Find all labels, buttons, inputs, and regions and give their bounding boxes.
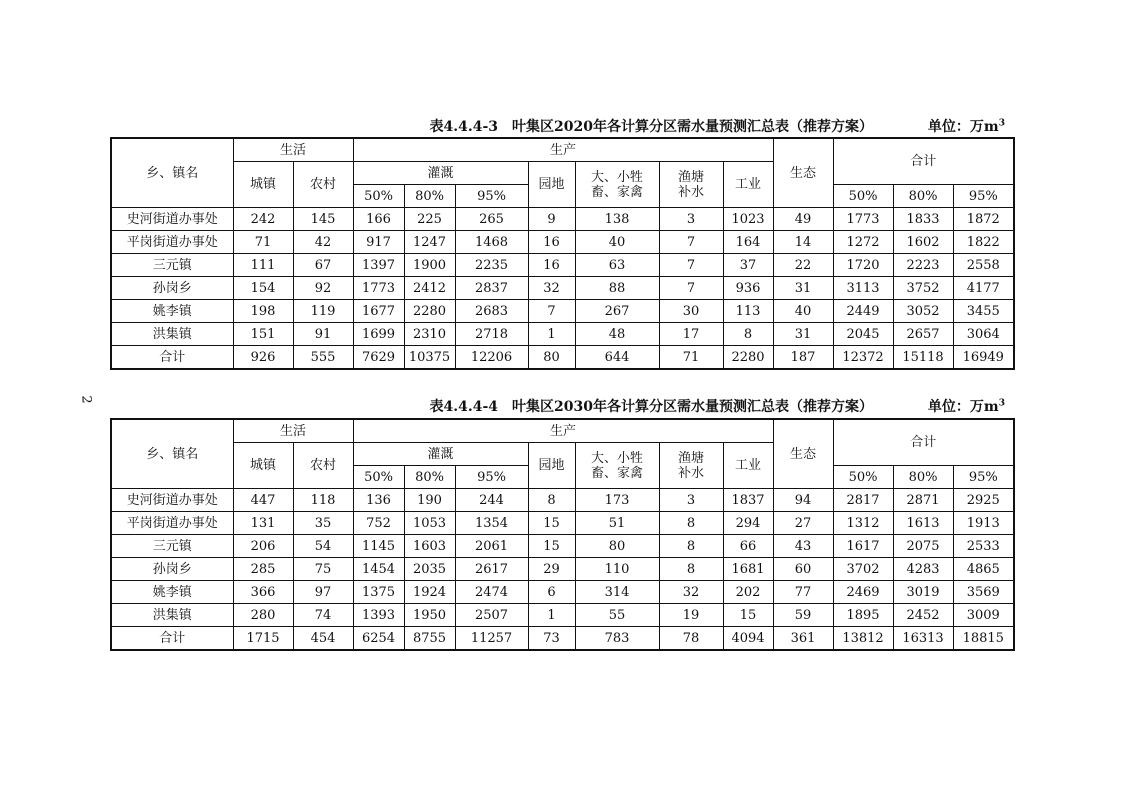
cell-total-95: 3455 (953, 300, 1014, 323)
cell-total-95: 2558 (953, 254, 1014, 277)
cell-irr-80: 225 (404, 208, 455, 231)
cell-garden: 1 (528, 323, 575, 346)
cell-livestock: 644 (575, 346, 659, 370)
cell-livestock: 88 (575, 277, 659, 300)
cell-irr-95: 2474 (455, 581, 528, 604)
cell-total-80: 1613 (893, 512, 953, 535)
table-caption (110, 114, 1013, 136)
unit-prefix: 单位：万m (927, 119, 999, 135)
cell-garden: 8 (528, 489, 575, 512)
cell-total-50: 1773 (833, 208, 893, 231)
table-row (111, 581, 1014, 604)
cell-total-80: 2871 (893, 489, 953, 512)
header-fishpond: 渔塘 补水 (659, 443, 723, 489)
cell-livestock: 267 (575, 300, 659, 323)
header-irrigation-95: 95% (455, 185, 528, 208)
cell-irr-80: 1603 (404, 535, 455, 558)
cell-township: 平岗街道办事处 (111, 512, 233, 535)
header-total-95: 95% (953, 466, 1014, 489)
cell-township: 合计 (111, 346, 233, 370)
cell-irr-50: 1699 (353, 323, 404, 346)
cell-urban: 154 (233, 277, 293, 300)
header-irrigation-50: 50% (353, 466, 404, 489)
cell-fishpond: 71 (659, 346, 723, 370)
cell-livestock: 314 (575, 581, 659, 604)
cell-urban: 1715 (233, 627, 293, 651)
cell-garden: 16 (528, 231, 575, 254)
cell-total-95: 18815 (953, 627, 1014, 651)
cell-fishpond: 8 (659, 512, 723, 535)
cell-irr-80: 2310 (404, 323, 455, 346)
cell-township: 平岗街道办事处 (111, 231, 233, 254)
cell-ecology: 60 (773, 558, 833, 581)
cell-garden: 9 (528, 208, 575, 231)
cell-urban: 285 (233, 558, 293, 581)
cell-rural: 54 (293, 535, 353, 558)
cell-irr-95: 1468 (455, 231, 528, 254)
cell-livestock: 110 (575, 558, 659, 581)
cell-total-50: 3113 (833, 277, 893, 300)
cell-irr-50: 136 (353, 489, 404, 512)
cell-ecology: 31 (773, 277, 833, 300)
cell-total-50: 1617 (833, 535, 893, 558)
cell-irr-95: 2507 (455, 604, 528, 627)
cell-irr-95: 2718 (455, 323, 528, 346)
cell-irr-50: 1454 (353, 558, 404, 581)
cell-rural: 454 (293, 627, 353, 651)
header-garden: 园地 (528, 443, 575, 489)
cell-fishpond: 30 (659, 300, 723, 323)
water-demand-table (110, 418, 1015, 651)
cell-irr-80: 8755 (404, 627, 455, 651)
cell-total-80: 2452 (893, 604, 953, 627)
table-title: 表4.4.4-3 叶集区2020年各计算分区需水量预测汇总表（推荐方案） (429, 119, 873, 135)
header-production: 生产 (353, 138, 773, 162)
cell-livestock: 55 (575, 604, 659, 627)
cell-urban: 111 (233, 254, 293, 277)
water-demand-table (110, 137, 1015, 370)
cell-industry: 66 (723, 535, 773, 558)
cell-rural: 118 (293, 489, 353, 512)
header-irrigation-95: 95% (455, 466, 528, 489)
table-row (111, 627, 1014, 651)
header-rural: 农村 (293, 443, 353, 489)
cell-industry: 1681 (723, 558, 773, 581)
cell-industry: 4094 (723, 627, 773, 651)
cell-irr-50: 1375 (353, 581, 404, 604)
cell-industry: 15 (723, 604, 773, 627)
cell-fishpond: 7 (659, 277, 723, 300)
table-row (111, 558, 1014, 581)
header-township: 乡、镇名 (111, 138, 233, 208)
cell-fishpond: 19 (659, 604, 723, 627)
cell-total-50: 2817 (833, 489, 893, 512)
cell-township: 洪集镇 (111, 323, 233, 346)
cell-garden: 29 (528, 558, 575, 581)
header-production: 生产 (353, 419, 773, 443)
cell-total-50: 1272 (833, 231, 893, 254)
cell-total-80: 1602 (893, 231, 953, 254)
cell-irr-95: 2061 (455, 535, 528, 558)
cell-garden: 7 (528, 300, 575, 323)
table-row (111, 231, 1014, 254)
cell-ecology: 94 (773, 489, 833, 512)
table-row (111, 604, 1014, 627)
header-total: 合计 (833, 138, 1014, 185)
cell-industry: 294 (723, 512, 773, 535)
cell-fishpond: 32 (659, 581, 723, 604)
cell-rural: 75 (293, 558, 353, 581)
cell-garden: 1 (528, 604, 575, 627)
cell-total-95: 1872 (953, 208, 1014, 231)
cell-garden: 80 (528, 346, 575, 370)
cell-total-95: 1913 (953, 512, 1014, 535)
cell-total-95: 4865 (953, 558, 1014, 581)
cell-irr-80: 1053 (404, 512, 455, 535)
cell-total-50: 12372 (833, 346, 893, 370)
header-living: 生活 (233, 138, 353, 162)
cell-livestock: 48 (575, 323, 659, 346)
cell-irr-95: 2837 (455, 277, 528, 300)
cell-township: 合计 (111, 627, 233, 651)
cell-urban: 206 (233, 535, 293, 558)
header-total-80: 80% (893, 466, 953, 489)
cell-garden: 6 (528, 581, 575, 604)
cell-total-50: 13812 (833, 627, 893, 651)
header-irrigation-80: 80% (404, 185, 455, 208)
header-total-80: 80% (893, 185, 953, 208)
cell-township: 史河街道办事处 (111, 489, 233, 512)
cell-total-80: 2223 (893, 254, 953, 277)
cell-rural: 42 (293, 231, 353, 254)
cell-irr-80: 10375 (404, 346, 455, 370)
cell-industry: 2280 (723, 346, 773, 370)
cell-rural: 555 (293, 346, 353, 370)
header-urban: 城镇 (233, 162, 293, 208)
cell-irr-80: 1900 (404, 254, 455, 277)
cell-garden: 73 (528, 627, 575, 651)
cell-total-95: 3569 (953, 581, 1014, 604)
cell-total-50: 1720 (833, 254, 893, 277)
cell-livestock: 51 (575, 512, 659, 535)
header-livestock: 大、小牲 畜、家禽 (575, 443, 659, 489)
header-livestock: 大、小牲 畜、家禽 (575, 162, 659, 208)
cell-total-50: 2045 (833, 323, 893, 346)
cell-total-80: 3019 (893, 581, 953, 604)
cell-irr-80: 1950 (404, 604, 455, 627)
cell-township: 三元镇 (111, 254, 233, 277)
cell-rural: 67 (293, 254, 353, 277)
cell-total-80: 3752 (893, 277, 953, 300)
cell-rural: 92 (293, 277, 353, 300)
table-title: 表4.4.4-4 叶集区2030年各计算分区需水量预测汇总表（推荐方案） (429, 399, 873, 415)
cell-irr-95: 2683 (455, 300, 528, 323)
unit-superscript: 3 (998, 118, 1005, 129)
table-row (111, 323, 1014, 346)
table-row (111, 346, 1014, 370)
cell-ecology: 43 (773, 535, 833, 558)
cell-garden: 16 (528, 254, 575, 277)
cell-irr-95: 11257 (455, 627, 528, 651)
cell-township: 姚李镇 (111, 300, 233, 323)
cell-irr-50: 1145 (353, 535, 404, 558)
table-caption (110, 394, 1013, 416)
cell-irr-95: 12206 (455, 346, 528, 370)
cell-urban: 280 (233, 604, 293, 627)
cell-urban: 71 (233, 231, 293, 254)
cell-rural: 91 (293, 323, 353, 346)
cell-irr-50: 1773 (353, 277, 404, 300)
cell-total-80: 16313 (893, 627, 953, 651)
cell-irr-50: 1393 (353, 604, 404, 627)
cell-total-50: 2469 (833, 581, 893, 604)
cell-industry: 1837 (723, 489, 773, 512)
header-industry: 工业 (723, 443, 773, 489)
cell-rural: 74 (293, 604, 353, 627)
cell-total-80: 1833 (893, 208, 953, 231)
cell-ecology: 187 (773, 346, 833, 370)
cell-irr-95: 265 (455, 208, 528, 231)
cell-township: 孙岗乡 (111, 277, 233, 300)
cell-irr-50: 752 (353, 512, 404, 535)
cell-irr-80: 2280 (404, 300, 455, 323)
table-row (111, 535, 1014, 558)
table-row (111, 208, 1014, 231)
cell-fishpond: 3 (659, 489, 723, 512)
cell-total-95: 3009 (953, 604, 1014, 627)
cell-total-95: 4177 (953, 277, 1014, 300)
header-total-50: 50% (833, 466, 893, 489)
cell-total-95: 16949 (953, 346, 1014, 370)
header-total-95: 95% (953, 185, 1014, 208)
cell-industry: 936 (723, 277, 773, 300)
header-ecology: 生态 (773, 138, 833, 208)
cell-rural: 35 (293, 512, 353, 535)
cell-irr-50: 1397 (353, 254, 404, 277)
header-industry: 工业 (723, 162, 773, 208)
cell-total-50: 2449 (833, 300, 893, 323)
cell-ecology: 27 (773, 512, 833, 535)
header-rural: 农村 (293, 162, 353, 208)
cell-irr-50: 7629 (353, 346, 404, 370)
cell-ecology: 361 (773, 627, 833, 651)
cell-total-80: 15118 (893, 346, 953, 370)
cell-industry: 1023 (723, 208, 773, 231)
header-irrigation-50: 50% (353, 185, 404, 208)
cell-irr-95: 2617 (455, 558, 528, 581)
cell-livestock: 80 (575, 535, 659, 558)
table-row (111, 300, 1014, 323)
cell-fishpond: 8 (659, 558, 723, 581)
cell-industry: 37 (723, 254, 773, 277)
cell-irr-95: 2235 (455, 254, 528, 277)
header-irrigation: 灌溉 (353, 443, 528, 466)
cell-urban: 447 (233, 489, 293, 512)
cell-township: 史河街道办事处 (111, 208, 233, 231)
cell-total-50: 1312 (833, 512, 893, 535)
cell-total-95: 1822 (953, 231, 1014, 254)
cell-industry: 113 (723, 300, 773, 323)
cell-irr-50: 1677 (353, 300, 404, 323)
cell-irr-80: 2035 (404, 558, 455, 581)
cell-fishpond: 17 (659, 323, 723, 346)
cell-urban: 198 (233, 300, 293, 323)
header-ecology: 生态 (773, 419, 833, 489)
cell-livestock: 783 (575, 627, 659, 651)
cell-total-80: 3052 (893, 300, 953, 323)
cell-ecology: 31 (773, 323, 833, 346)
cell-garden: 15 (528, 512, 575, 535)
table-row (111, 277, 1014, 300)
cell-livestock: 40 (575, 231, 659, 254)
cell-garden: 32 (528, 277, 575, 300)
cell-industry: 8 (723, 323, 773, 346)
cell-ecology: 14 (773, 231, 833, 254)
cell-fishpond: 7 (659, 254, 723, 277)
table-row (111, 489, 1014, 512)
cell-township: 洪集镇 (111, 604, 233, 627)
cell-total-80: 2075 (893, 535, 953, 558)
unit-prefix: 单位：万m (927, 399, 999, 415)
cell-ecology: 49 (773, 208, 833, 231)
header-urban: 城镇 (233, 443, 293, 489)
header-garden: 园地 (528, 162, 575, 208)
cell-urban: 926 (233, 346, 293, 370)
cell-total-95: 3064 (953, 323, 1014, 346)
cell-irr-80: 2412 (404, 277, 455, 300)
cell-rural: 145 (293, 208, 353, 231)
cell-total-50: 3702 (833, 558, 893, 581)
cell-ecology: 40 (773, 300, 833, 323)
header-irrigation-80: 80% (404, 466, 455, 489)
header-irrigation: 灌溉 (353, 162, 528, 185)
cell-irr-80: 190 (404, 489, 455, 512)
cell-garden: 15 (528, 535, 575, 558)
cell-fishpond: 3 (659, 208, 723, 231)
cell-ecology: 22 (773, 254, 833, 277)
cell-industry: 164 (723, 231, 773, 254)
cell-irr-95: 244 (455, 489, 528, 512)
cell-ecology: 59 (773, 604, 833, 627)
cell-township: 姚李镇 (111, 581, 233, 604)
cell-urban: 151 (233, 323, 293, 346)
header-township: 乡、镇名 (111, 419, 233, 489)
cell-livestock: 173 (575, 489, 659, 512)
header-total: 合计 (833, 419, 1014, 466)
cell-irr-50: 166 (353, 208, 404, 231)
cell-township: 三元镇 (111, 535, 233, 558)
cell-urban: 131 (233, 512, 293, 535)
cell-ecology: 77 (773, 581, 833, 604)
cell-total-95: 2925 (953, 489, 1014, 512)
unit-superscript: 3 (998, 398, 1005, 409)
cell-total-80: 4283 (893, 558, 953, 581)
cell-total-80: 2657 (893, 323, 953, 346)
cell-township: 孙岗乡 (111, 558, 233, 581)
cell-irr-80: 1247 (404, 231, 455, 254)
header-living: 生活 (233, 419, 353, 443)
cell-livestock: 63 (575, 254, 659, 277)
header-total-50: 50% (833, 185, 893, 208)
cell-irr-80: 1924 (404, 581, 455, 604)
cell-irr-95: 1354 (455, 512, 528, 535)
page-number: 2 (78, 395, 94, 404)
cell-total-50: 1895 (833, 604, 893, 627)
cell-total-95: 2533 (953, 535, 1014, 558)
cell-rural: 97 (293, 581, 353, 604)
cell-irr-50: 6254 (353, 627, 404, 651)
cell-rural: 119 (293, 300, 353, 323)
header-fishpond: 渔塘 补水 (659, 162, 723, 208)
table-row (111, 512, 1014, 535)
cell-livestock: 138 (575, 208, 659, 231)
cell-fishpond: 78 (659, 627, 723, 651)
table-unit (928, 116, 1005, 136)
table-row (111, 254, 1014, 277)
cell-irr-50: 917 (353, 231, 404, 254)
cell-urban: 242 (233, 208, 293, 231)
cell-fishpond: 8 (659, 535, 723, 558)
cell-urban: 366 (233, 581, 293, 604)
cell-fishpond: 7 (659, 231, 723, 254)
table-unit (928, 396, 1005, 416)
cell-industry: 202 (723, 581, 773, 604)
